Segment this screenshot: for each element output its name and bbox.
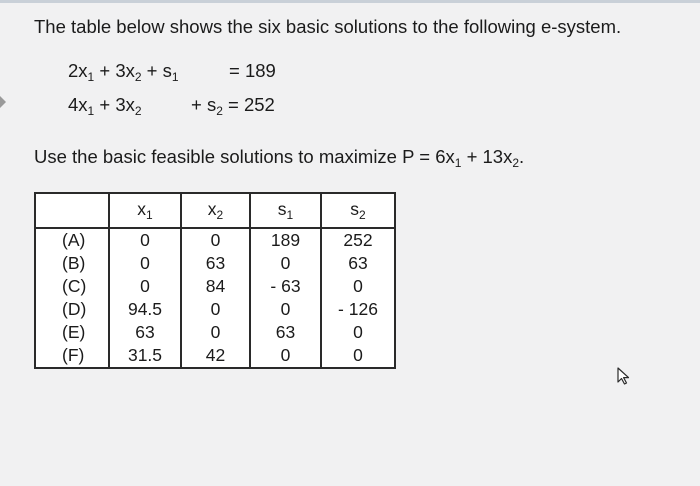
header-x1: $x_1$ <box>109 193 181 228</box>
cell-x1: 0 <box>109 228 181 252</box>
header-x2: $x_2$ <box>181 193 250 228</box>
row-label: (B) <box>62 253 86 273</box>
left-edge-arrow-icon <box>0 96 6 108</box>
cell-s1: 0 <box>250 252 321 275</box>
cell-s2: 252 <box>321 228 395 252</box>
cell-x1: 0 <box>109 252 181 275</box>
cell-s2: 0 <box>321 344 395 368</box>
header-s1: $s_1$ <box>250 193 321 228</box>
cell-x1: 31.5 <box>109 344 181 368</box>
row-label: (F) <box>62 345 85 365</box>
cell-s1: 189 <box>250 228 321 252</box>
equation-1-rhs: = 189 <box>229 60 276 81</box>
mouse-pointer-icon <box>616 367 632 390</box>
table-header-row <box>35 193 395 228</box>
cell-s1: 0 <box>250 298 321 321</box>
cell-x1: 0 <box>109 275 181 298</box>
cell-s1: 63 <box>250 321 321 344</box>
equation-2: $4x_1 + 3x_2$ <box>68 94 142 118</box>
table-row <box>35 321 395 344</box>
cell-s2: 63 <box>321 252 395 275</box>
top-border <box>0 0 700 3</box>
equation-2-rhs: + $s_2 = 252$ <box>191 94 275 118</box>
header-blank <box>35 193 109 228</box>
cell-s1: - 63 <box>250 275 321 298</box>
instruction-text: Use the basic feasible solutions to maximize $P = 6x_1 + 13x_2$. <box>34 146 525 170</box>
row-label: (C) <box>62 276 87 296</box>
cell-s1: 0 <box>250 344 321 368</box>
header-s2: $s_2$ <box>321 193 395 228</box>
cell-x2: 84 <box>181 275 250 298</box>
cell-x1: 63 <box>109 321 181 344</box>
cell-x2: 0 <box>181 298 250 321</box>
cell-x2: 42 <box>181 344 250 368</box>
table-row <box>35 275 395 298</box>
equation-1: $2x_1 + 3x_2 + s_1$ <box>68 60 179 84</box>
row-label: (A) <box>35 228 109 252</box>
cell-x2: 0 <box>181 321 250 344</box>
cell-x1: 94.5 <box>109 298 181 321</box>
row-label: (E) <box>62 322 86 342</box>
intro-text: The table below shows the six basic solutions to the following e-system. <box>34 16 622 37</box>
row-label: (D) <box>62 299 87 319</box>
cell-x2: 63 <box>181 252 250 275</box>
cell-s2: 0 <box>321 321 395 344</box>
cell-x2: 0 <box>181 228 250 252</box>
table-row <box>35 252 395 275</box>
cell-s2: - 126 <box>321 298 395 321</box>
table-row <box>35 344 395 368</box>
cell-s2: 0 <box>321 275 395 298</box>
table-row <box>35 298 395 321</box>
table-row <box>35 228 395 252</box>
basic-solutions-table <box>34 192 396 369</box>
